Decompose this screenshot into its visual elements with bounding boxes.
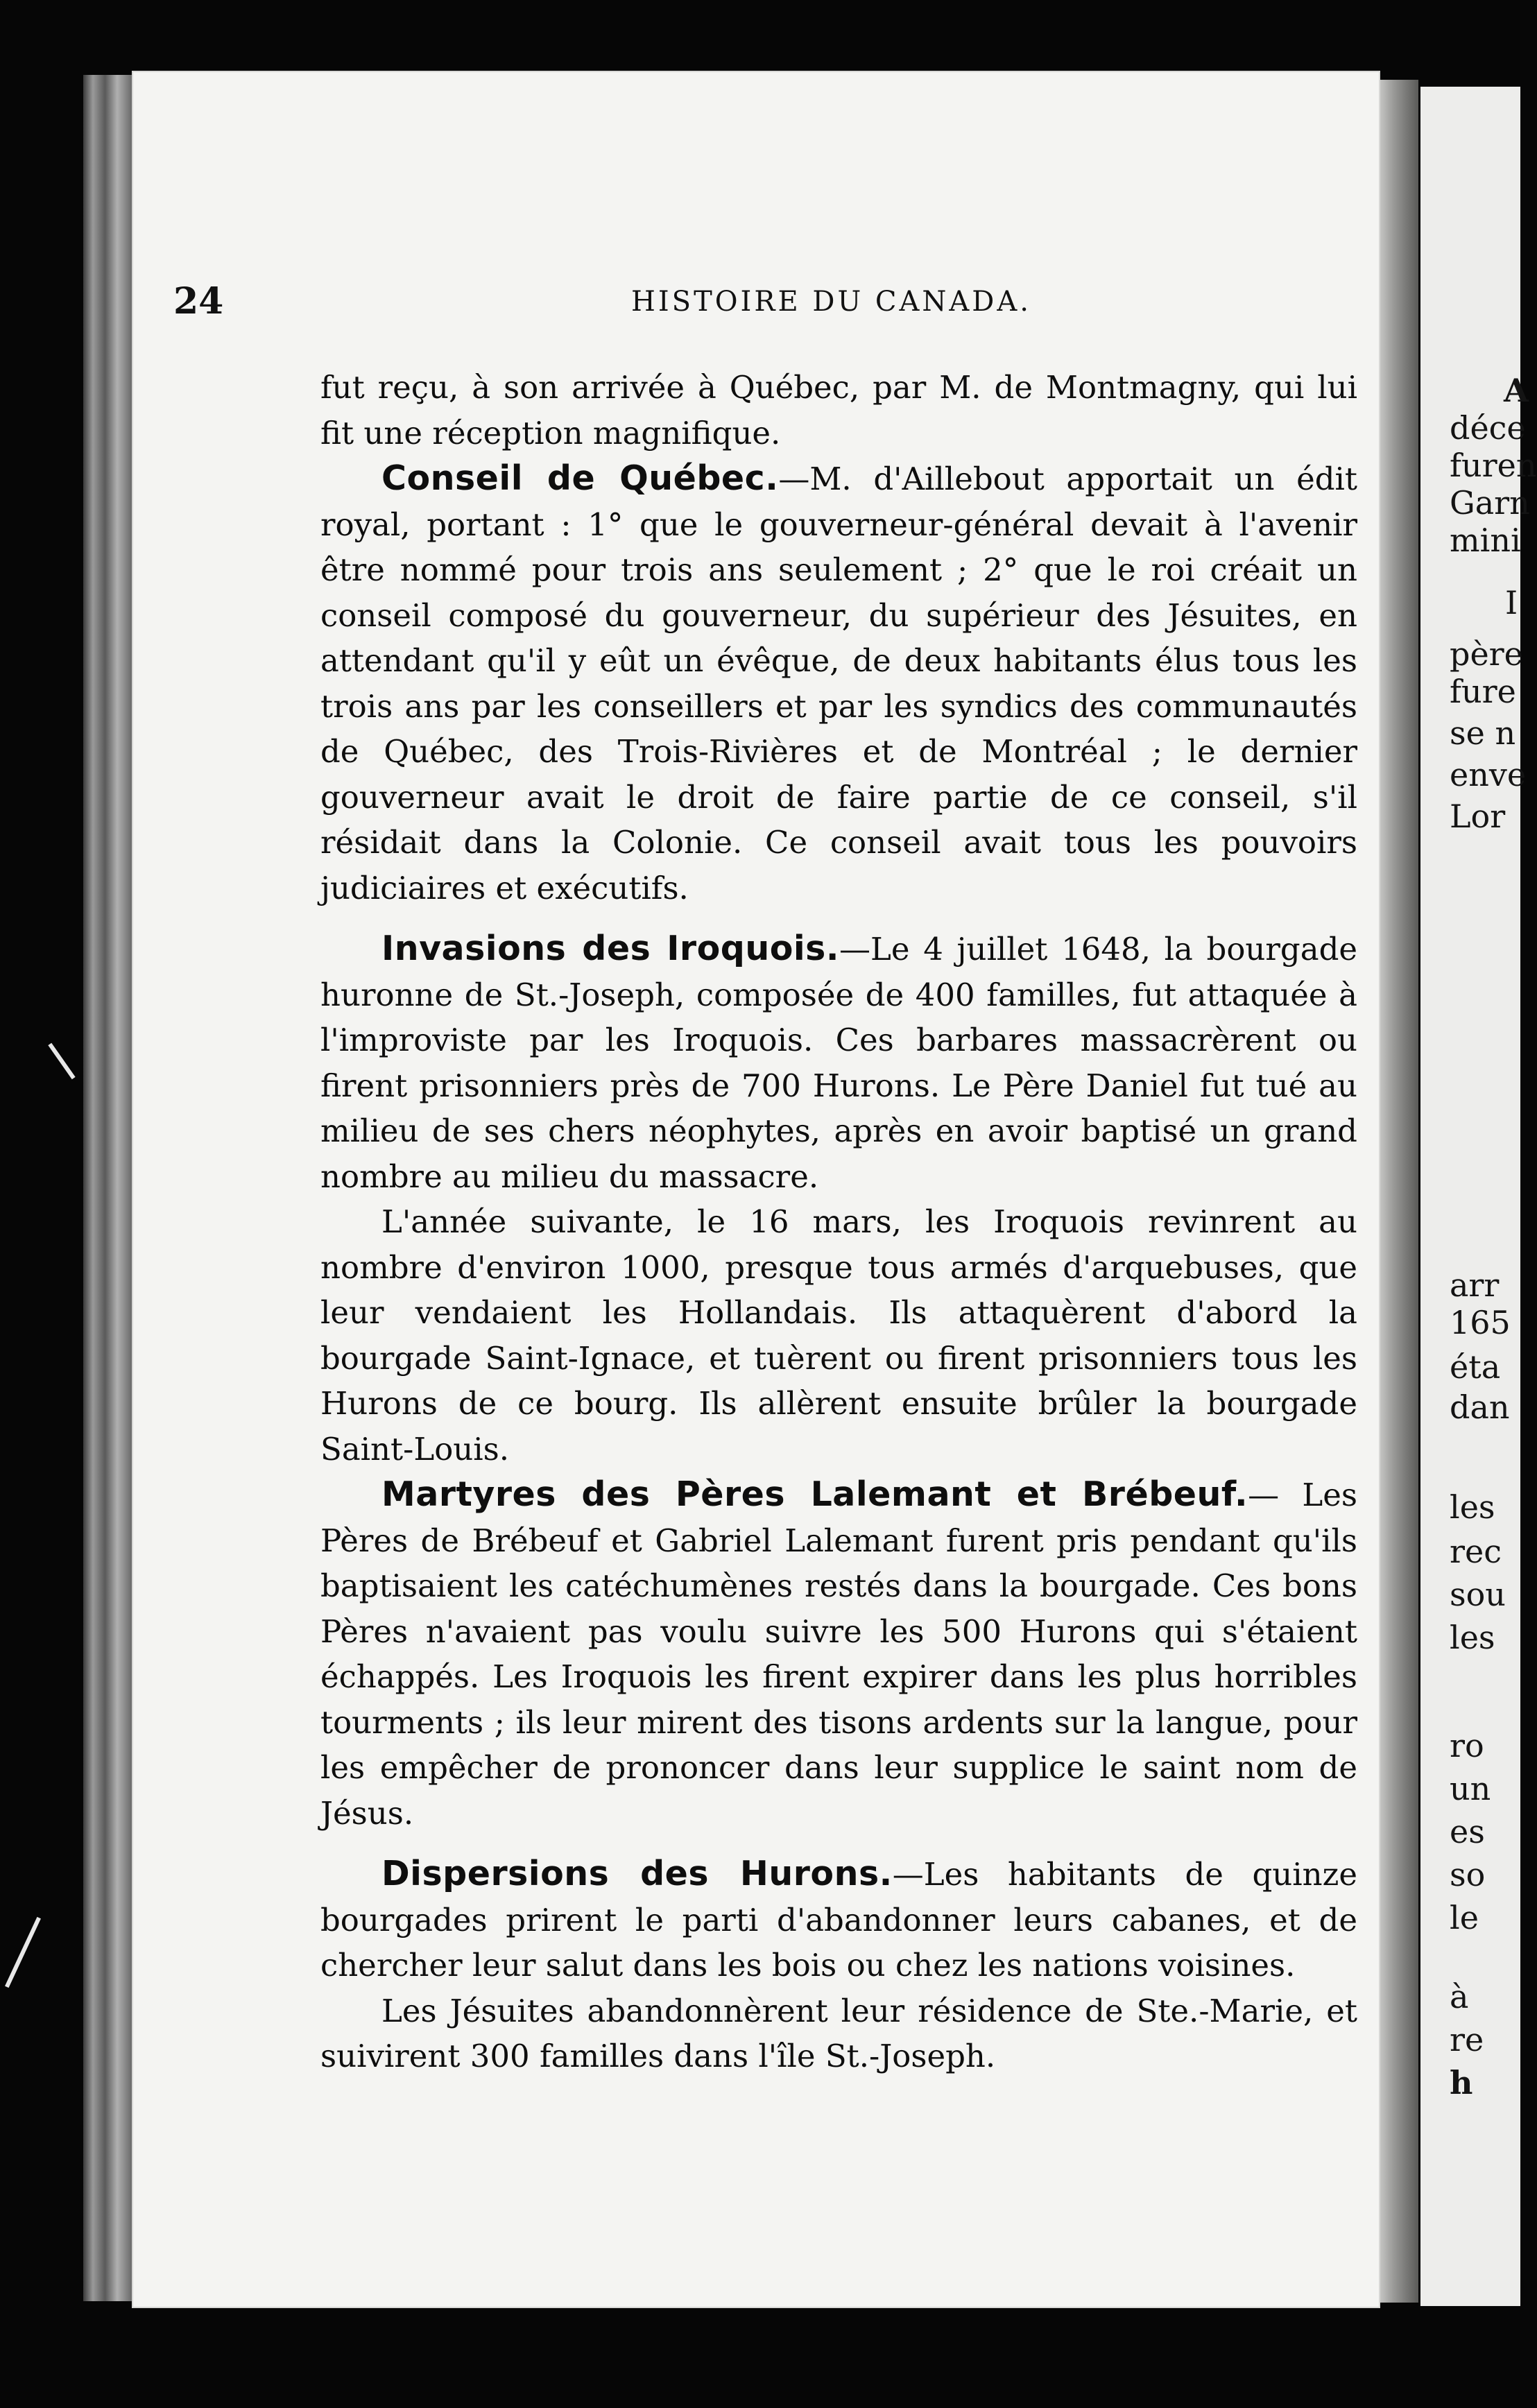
paragraph	[320, 1851, 1357, 1988]
facing-fragment: Lor	[1450, 798, 1506, 835]
section-heading: Martyres des Pères Lalemant et Brébeuf.	[381, 1474, 1248, 1514]
facing-fragment: re	[1450, 2021, 1484, 2058]
section-heading: Dispersions des Hurons.	[381, 1854, 893, 1893]
facing-fragment: Garn	[1450, 484, 1530, 522]
facing-fragment: h	[1450, 2064, 1473, 2101]
facing-fragment: arr	[1450, 1266, 1500, 1304]
facing-fragment: A	[1504, 372, 1529, 409]
facing-fragment: le	[1450, 1899, 1479, 1936]
book-spine	[83, 75, 132, 2301]
paragraph	[320, 1988, 1357, 2079]
facing-fragment: dan	[1450, 1388, 1510, 1426]
paragraph-text: —M. d'Aillebout apportait un édit royal, portant : 1° que le gouverneur-général devait à l'avenir être nommé pour trois ans seulement ; 2° que le roi créait un conseil composé du gouverneur, du supérieur des Jésuites, en attendant qu'il y eût un évêque, de deux habitants élus tous les trois ans par les conseillers et par les syndics des communautés de Québec, des Trois-Rivières et de Montréal ; le dernier gouverneur avait le droit de faire partie de ce conseil, s'il résidait dans la Colonie. Ce conseil avait tous les pouvoirs judiciaires et exécutifs.	[320, 461, 1357, 906]
paragraph	[320, 365, 1357, 456]
paragraph	[320, 1199, 1357, 1472]
running-head	[173, 280, 1040, 329]
paragraph-text: L'année suivante, le 16 mars, les Iroquois revinrent au nombre d'environ 1000, presque tous armés d'arquebuses, que leur vendaient les Hollandais. Ils attaquèrent d'abord la bourgade Saint-Ignace, et tuèrent ou firent prisonniers tous les Hurons de ce bourg. Ils allèrent ensuite brûler la bourgade Saint-Louis.	[320, 1203, 1357, 1468]
paragraph-text: Les Jésuites abandonnèrent leur résidence de Ste.-Marie, et suivirent 300 familles dans l'île St.-Joseph.	[320, 1992, 1357, 2074]
facing-fragment: so	[1450, 1856, 1486, 1893]
facing-fragment: se n	[1450, 714, 1516, 752]
section-heading: Invasions des Iroquois.	[381, 929, 839, 968]
paragraph	[320, 456, 1357, 911]
facing-fragment: rec	[1450, 1533, 1502, 1570]
section-heading: Conseil de Québec.	[381, 458, 779, 498]
facing-fragment: enve	[1450, 756, 1527, 793]
facing-fragment: à	[1450, 1978, 1469, 2015]
facing-fragment: furen	[1450, 447, 1537, 484]
facing-fragment: un	[1450, 1770, 1491, 1807]
facing-fragment: es	[1450, 1813, 1485, 1850]
paragraph	[320, 926, 1357, 1199]
page-number: 24	[173, 280, 224, 322]
paragraph	[320, 1472, 1357, 1836]
facing-fragment: 165	[1450, 1304, 1511, 1341]
running-title: HISTOIRE DU CANADA.	[631, 286, 1031, 318]
facing-fragment: I	[1505, 584, 1518, 621]
facing-fragment: ro	[1450, 1727, 1484, 1764]
paragraph-text: —Le 4 juillet 1648, la bourgade huronne de St.-Joseph, composée de 400 familles, fut attaquée à l'improviste par les Iroquois. Ces barbares massacrèrent ou firent prisonniers près de 700 Hurons. Le Père Daniel fut tué au milieu de ses chers néophytes, après en avoir baptisé un grand nombre au milieu du massacre.	[320, 931, 1357, 1195]
facing-fragment: les	[1450, 1488, 1495, 1526]
page-gutter	[1377, 80, 1418, 2303]
facing-fragment: éta	[1450, 1348, 1501, 1386]
facing-fragment: les	[1450, 1619, 1495, 1656]
facing-fragment: fure	[1450, 673, 1516, 710]
paragraph-text: — Les Pères de Brébeuf et Gabriel Lalemant furent pris pendant qu'ils baptisaient les catéchumènes restés dans la bourgade. Ces bons Pères n'avaient pas voulu suivre les 500 Hurons qui s'étaient échappés. Les Iroquois les firent expirer dans les plus horribles tourments ; ils leur mirent des tisons ardents sur la langue, pour les empêcher de prononcer dans leur supplice le saint nom de Jésus.	[320, 1477, 1357, 1832]
facing-fragment: père	[1450, 635, 1523, 673]
facing-fragment: déce	[1450, 409, 1526, 447]
facing-fragment: mini	[1450, 522, 1521, 559]
paragraph-text: fut reçu, à son arrivée à Québec, par M. de Montmagny, qui lui fit une réception magnifique.	[320, 369, 1357, 452]
body-text	[320, 365, 1357, 2079]
paragraph-text: —Les habitants de quinze bourgades prirent le parti d'abandonner leurs cabanes, et de chercher leur salut dans les bois ou chez les nations voisines.	[320, 1856, 1357, 1984]
facing-fragment: sou	[1450, 1576, 1506, 1613]
